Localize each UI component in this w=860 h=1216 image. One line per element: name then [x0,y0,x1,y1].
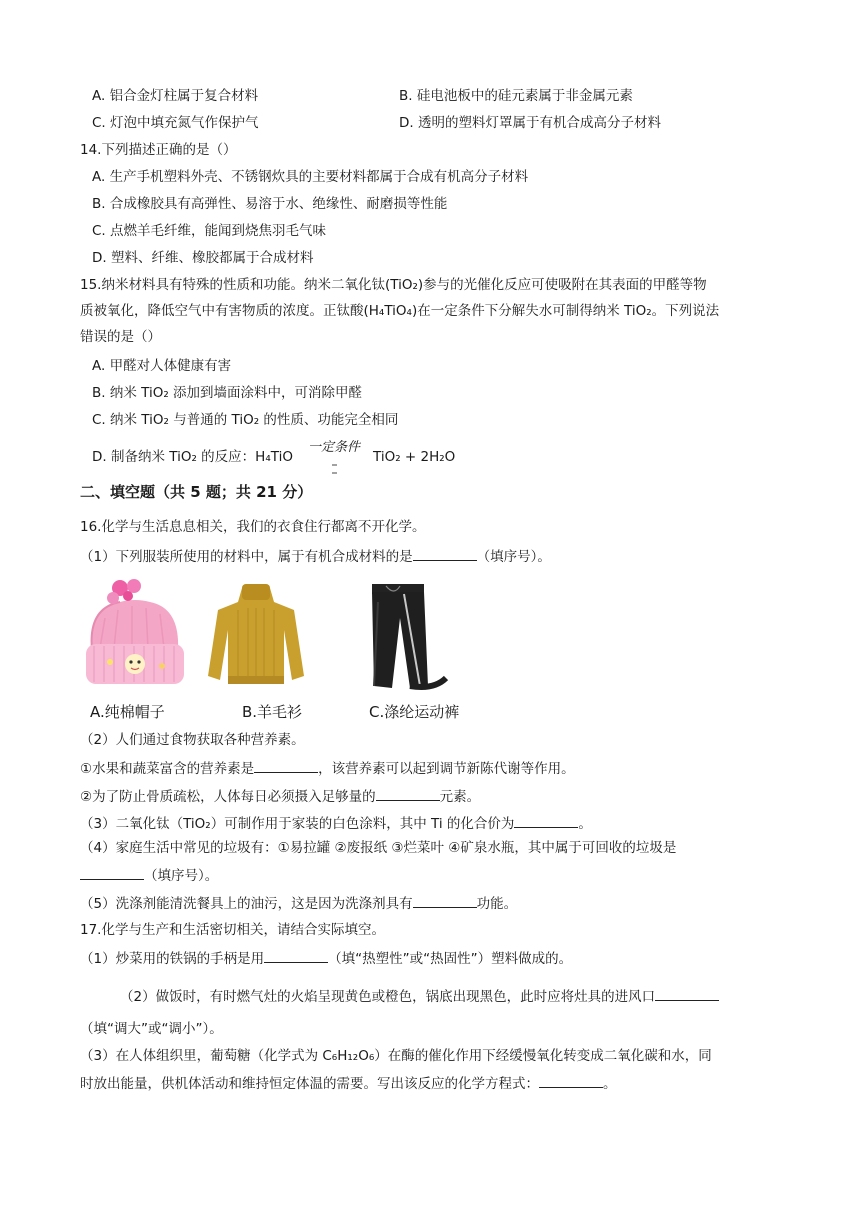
q16-part2-1-text: ①水果和蔬菜富含的营养素是 [80,761,255,777]
q13-option-a: A. 铝合金灯柱属于复合材料 [92,88,259,104]
q17-part3-line2 [80,1073,617,1094]
answer-blank[interactable] [413,546,477,561]
q14-option-c: C. 点燃羊毛纤维，能闻到烧焦羽毛气味 [92,223,327,239]
q17-part2-tail: （填“调大”或“调小”）。 [80,1021,223,1037]
q14-option-d: D. 塑料、纤维、橡胶都属于合成材料 [92,250,314,266]
q15-option-d-left: D. 制备纳米 TiO₂ 的反应：H₄TiO [92,449,293,465]
q17-part2-text: （2）做饭时，有时燃气灶的火焰呈现黄色或橙色，锅底出现黑色，此时应将灶具的进风口 [120,989,656,1005]
wool-sweater-image [204,580,308,692]
q17-part3-text: 时放出能量，供机体活动和维持恒定体温的需要。写出该反应的化学方程式： [80,1076,539,1092]
answer-blank[interactable] [264,948,328,963]
q15-stem-line2: 质被氧化，降低空气中有害物质的浓度。正钛酸(H₄TiO₄)在一定条件下分解失水可制得纳米 TiO₂。下列说法 [80,303,720,319]
q16-part1-tail: （填序号）。 [476,549,551,565]
q17-part1-tail: （填“热塑性”或“热固性”）塑料做成的。 [328,951,573,967]
q16-part3 [80,813,592,834]
caption-polyester-pants: C.涤纶运动裤 [369,703,460,721]
q16-part2-2 [80,786,480,807]
q17-part3-tail: 。 [603,1076,617,1092]
q16-stem: 16.化学与生活息息相关，我们的衣食住行都离不开化学。 [80,519,426,535]
q13-option-c: C. 灯泡中填充氮气作保护气 [92,115,259,131]
cotton-hat-image [80,578,190,690]
q14-stem: 14.下列描述正确的是（） [80,142,237,158]
q13-option-b: B. 硅电池板中的硅元素属于非金属元素 [399,88,633,104]
q14-option-a: A. 生产手机塑料外壳、不锈钢炊具的主要材料都属于合成有机高分子材料 [92,169,529,185]
q14-option-b: B. 合成橡胶具有高弹性、易溶于水、绝缘性、耐磨损等性能 [92,196,448,212]
q15-option-c: C. 纳米 TiO₂ 与普通的 TiO₂ 的性质、功能完全相同 [92,412,399,428]
q16-part4: （4）家庭生活中常见的垃圾有：①易拉罐 ②废报纸 ③烂菜叶 ④矿泉水瓶，其中属于可回收的垃圾是 [80,840,677,856]
q17-part1 [80,948,572,969]
polyester-pants-image [364,582,456,692]
answer-blank[interactable] [80,865,144,880]
reaction-equals-sign [330,461,340,479]
q15-option-a: A. 甲醛对人体健康有害 [92,358,232,374]
q16-part1 [80,546,551,567]
q13-option-d: D. 透明的塑料灯罩属于有机合成高分子材料 [399,115,661,131]
answer-blank[interactable] [254,758,318,773]
caption-wool-sweater: B.羊毛衫 [242,703,303,721]
q17-part1-text: （1）炒菜用的铁锅的手柄是用 [80,951,265,967]
q16-part2-2-tail: 元素。 [439,789,481,805]
q16-part4-tail: （填序号）。 [144,868,219,884]
q16-part2: （2）人们通过食物获取各种营养素。 [80,732,305,748]
answer-blank[interactable] [514,813,578,828]
q16-part5-text: （5）洗涤剂能清洗餐具上的油污，这是因为洗涤剂具有 [80,896,413,912]
q16-part2-1-tail: ，该营养素可以起到调节新陈代谢等作用。 [318,761,575,777]
answer-blank[interactable] [655,986,719,1001]
q16-part2-1 [80,758,575,779]
q16-part1-text: （1）下列服装所使用的材料中，属于有机合成材料的是 [80,549,413,565]
caption-cotton-hat: A.纯棉帽子 [90,703,165,721]
q17-part3-line1: （3）在人体组织里，葡萄糖（化学式为 C₆H₁₂O₆）在酶的催化作用下经缓慢氧化转变成二氧化碳和水，同 [80,1048,712,1064]
answer-blank[interactable] [376,786,440,801]
q17-part2 [120,986,719,1007]
q16-part3-text: （3）二氧化钛（TiO₂）可制作用于家装的白色涂料，其中 Ti 的化合价为 [80,816,515,832]
section-heading: 二、填空题（共 5 题；共 21 分） [80,483,313,501]
q15-stem-line1: 15.纳米材料具有特殊的性质和功能。纳米二氧化钛(TiO₂)参与的光催化反应可使吸附在其表面的甲醛等物 [80,277,707,293]
q16-part5 [80,893,517,914]
q16-part4-cont [80,865,218,886]
reaction-condition: 一定条件 [308,440,361,455]
q15-option-b: B. 纳米 TiO₂ 添加到墙面涂料中，可消除甲醛 [92,385,363,401]
q16-part2-2-text: ②为了防止骨质疏松，人体每日必须摄入足够量的 [80,789,376,805]
q15-stem-line3: 错误的是（） [80,329,161,345]
q15-option-d-right: TiO₂ + 2H₂O [373,449,456,465]
answer-blank[interactable] [413,893,477,908]
q16-part5-tail: 功能。 [476,896,518,912]
q16-part3-tail: 。 [578,816,592,832]
answer-blank[interactable] [539,1073,603,1088]
q17-stem: 17.化学与生产和生活密切相关，请结合实际填空。 [80,922,385,938]
